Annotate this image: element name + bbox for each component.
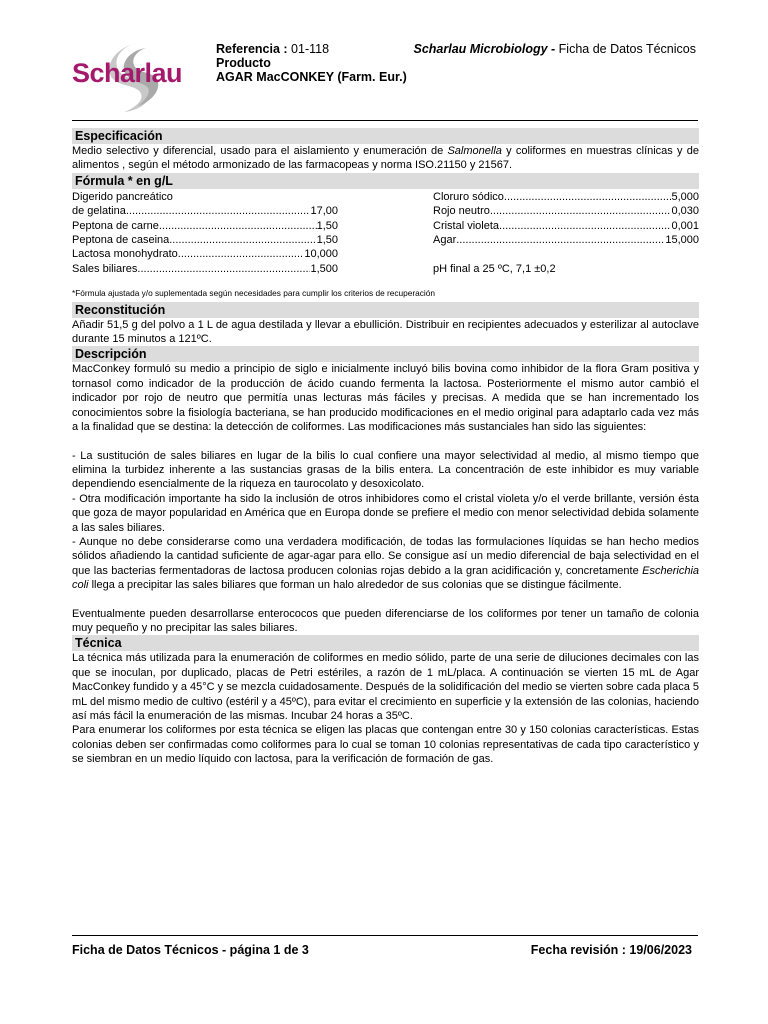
descripcion-p4-italic: Escherichia coli	[72, 564, 699, 592]
descripcion-p4	[72, 535, 699, 593]
formula-value: 0,001	[671, 219, 699, 232]
formula-value: 15,000	[665, 234, 699, 247]
descripcion-p2: - La sustitución de sales biliares en lugar de la bilis lo cual confiere una mayor selectividad al medio, al mismo tiempo que elimina la turbidez inherente a las sustancias grasas de la bilis entera. La concentración de este inhibidor es muy variable dependiendo esencialmente de la riqueza en taurocolato y desoxicolato.	[72, 449, 699, 491]
formula-row	[72, 204, 338, 218]
formula-value: 17,00	[310, 205, 338, 218]
formula-row	[433, 233, 699, 247]
brand-name: Scharlau Microbiology -	[413, 42, 556, 56]
formula-row	[72, 262, 338, 276]
especificacion-italic: Salmonella	[447, 145, 502, 157]
header-divider	[72, 120, 698, 121]
reconstitucion-text: Añadir 51,5 g del polvo a 1 L de agua destilada y llevar a ebullición. Distribuir en recipientes adecuados y esterilizar al autoclave durante 15 minutos a 121ºC.	[72, 318, 699, 346]
section-title-tecnica: Técnica	[72, 635, 699, 651]
formula-value: 1,500	[310, 262, 338, 275]
formula-value: 1,50	[316, 234, 338, 247]
formula-ingredient: Sales biliares	[72, 262, 138, 275]
product-name: AGAR MacCONKEY (Farm. Eur.)	[216, 70, 407, 84]
section-title-reconstitucion: Reconstitución	[72, 302, 699, 318]
especificacion-text-a: Medio selectivo y diferencial, usado para el aislamiento y enumeración de	[72, 145, 448, 157]
formula-ingredient: Rojo neutro	[433, 205, 490, 218]
footer-divider	[72, 935, 698, 936]
formula-ingredient: de gelatina	[72, 205, 126, 218]
formula-value: 1,50	[316, 219, 338, 232]
reference-block	[216, 42, 407, 84]
formula-ingredient: Peptona de carne	[72, 219, 159, 232]
descripcion-p5: Eventualmente pueden desarrollarse enterococos que pueden diferenciarse de los coliformes por tener un tamaño de colonia muy pequeño y no precipitar las sales biliares.	[72, 607, 699, 634]
formula-ph: pH final a 25 ºC, 7,1 ±0,2	[433, 262, 556, 275]
formula-value: 5,000	[671, 190, 699, 203]
formula-ingredient: Peptona de caseina	[72, 234, 170, 247]
descripcion-p1: MacConkey formuló su medio a principio de siglo e inicialmente incluyó bilis bovina como inhibidor de la flora Gram positiva y tornasol como indicador de la producción de ácido cuando fermenta la lactosa. Posteriormente el mismo autor cambió el indicador por rojo de neutro que permitía unas lecturas más fáciles y precisas. A medida que se han incrementado los conocimientos sobre la fisiología bacteriana, se han producido modificaciones en el medio original para adaptarlo cada vez más a la finalidad que se destina: la detección de coliformes. Las modificaciones más sustanciales han sido las siguientes:	[72, 363, 699, 434]
descripcion-p3: - Otra modificación importante ha sido la inclusión de otros inhibidores como el cristal violeta y/o el verde brillante, versión ésta que goza de mayor popularidad en América que en Europa donde se prefiere el medio con menor selectividad debida solamente a las sales biliares.	[72, 492, 699, 534]
document-body	[72, 128, 699, 767]
formula-ingredient: Lactosa monohydrato	[72, 248, 178, 261]
formula-table	[72, 189, 699, 276]
formula-row	[72, 233, 338, 247]
formula-note: *Fórmula ajustada y/o suplementada según necesidades para cumplir los criterios de recuperación	[72, 288, 435, 299]
formula-row	[72, 219, 338, 233]
descripcion-p4-a: - Aunque no debe considerarse como una verdadera modificación, de todas las formulaciones líquidas se han hecho medios sólidos añadiendo la cantidad suficiente de agar-agar para ello. Se consigue así un medio diferencial de baja selectividad en el que las bacterias fermentadoras de lactosa producen colonias rojas debido a la gran acidificación y, concretamente	[72, 535, 699, 577]
formula-right-column	[433, 190, 699, 276]
tecnica-p2: Para enumerar los coliformes por esta técnica se eligen las placas que contengan entre 30 y 150 colonias características. Estas colonias deben ser confirmadas como coliformes para lo cual se toman 10 colonias representativas de cada tipo característico y se siembran en un medio líquido con lactosa, para la verificación de formación de gas.	[72, 724, 699, 766]
formula-ingredient: Agar	[433, 234, 457, 247]
tecnica-p1: La técnica más utilizada para la enumeración de coliformes en medio sólido, parte de una serie de diluciones decimales con las que se inoculan, por duplicado, placas de Petri estériles, a razón de 1 mL/placa. A continuación se vierten 15 mL de Agar MacConkey fundido y a 45°C y se mezcla cuidadosamente. Después de la solidificación del medio se vierten sobre cada placa 5 mL del mismo medio de cultivo (estéril y a 45ºC), para evitar el crecimiento en superficie y la extensión de las colonias, haciendo así más fácil la enumeración de las mismas. Incubar 24 horas a 35ºC.	[72, 652, 699, 722]
footer-page-info: Ficha de Datos Técnicos - página 1 de 3	[72, 943, 309, 957]
formula-row	[433, 204, 699, 218]
especificacion-text-b: y coliformes en muestras clínicas y de alimentos , según el método armonizado de las farmacopeas y norma ISO.21150 y 21567.	[72, 145, 699, 172]
formula-row	[433, 219, 699, 233]
reference-value: 01-118	[291, 42, 330, 56]
especificacion-text	[72, 144, 699, 173]
formula-left-column	[72, 190, 338, 276]
scharlau-logo	[72, 40, 182, 116]
descripcion-p4-b: llega a precipitar las sales biliares que forman un halo alrededor de sus colonias que se distingue fácilmente.	[88, 579, 622, 592]
footer-revision-date: Fecha revisión : 19/06/2023	[530, 943, 692, 957]
logo-text: Scharlau	[72, 58, 183, 88]
formula-first-line: Digerido pancreático	[72, 190, 173, 203]
product-label: Producto	[216, 56, 271, 70]
section-title-formula: Fórmula * en g/L	[72, 173, 699, 189]
formula-ingredient: Cristal violeta	[433, 219, 500, 232]
reference-label: Referencia :	[216, 42, 288, 56]
document-header	[413, 42, 696, 56]
document-type: Ficha de Datos Técnicos	[558, 42, 696, 56]
formula-row	[72, 247, 338, 261]
section-title-descripcion: Descripción	[72, 346, 699, 362]
section-title-especificacion: Especificación	[72, 128, 699, 144]
formula-value: 10,000	[304, 248, 338, 261]
formula-row	[433, 190, 699, 204]
formula-value: 0,030	[671, 205, 699, 218]
formula-ingredient: Cloruro sódico	[433, 190, 504, 203]
